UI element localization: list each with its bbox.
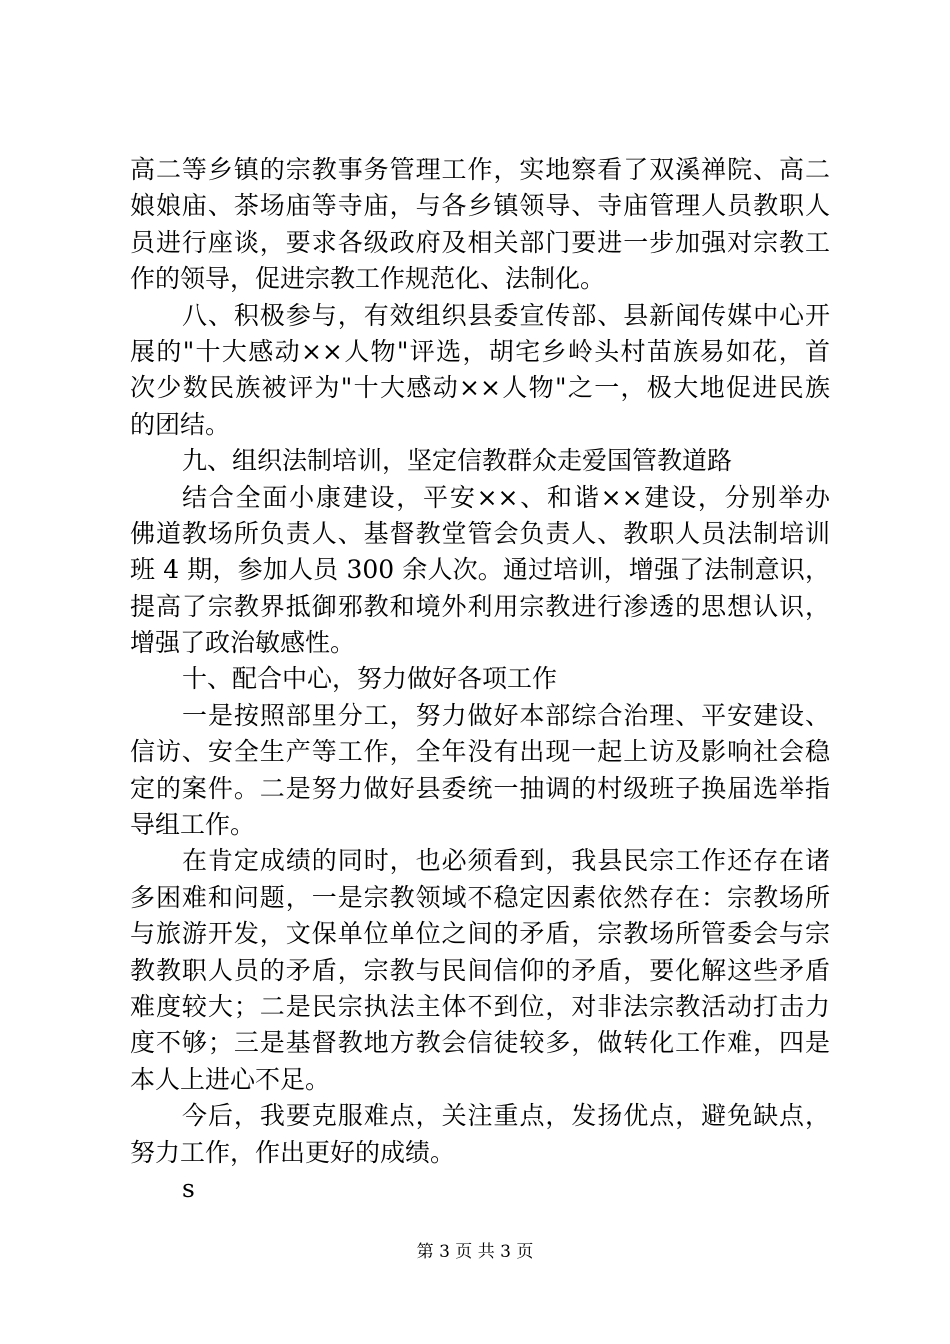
- text-line: 度不够；三是基督教地方教会信徒较多，做转化工作难，四是: [130, 1028, 830, 1058]
- text-line: 结合全面小康建设，平安××、和谐××建设，分别举办: [182, 482, 830, 512]
- text-line: 的团结。: [130, 409, 231, 439]
- text-line: 增强了政治敏感性。: [130, 628, 356, 658]
- text-line: 一是按照部里分工，努力做好本部综合治理、平安建设、: [182, 700, 830, 730]
- text-line: 难度较大；二是民宗执法主体不到位，对非法宗教活动打击力: [130, 991, 830, 1021]
- text-line: 九、组织法制培训，坚定信教群众走爱国管教道路: [182, 446, 733, 476]
- page-footer: 第 3 页 共 3 页: [416, 1242, 534, 1262]
- text-line: 展的"十大感动××人物"评选，胡宅乡岭头村苗族易如花，首: [130, 336, 830, 366]
- text-line: 在肯定成绩的同时，也必须看到，我县民宗工作还存在诸: [182, 846, 830, 876]
- text-line: 本人上进心不足。: [130, 1064, 331, 1094]
- text-line: 今后，我要克服难点，关注重点，发扬优点，避免缺点，: [182, 1101, 830, 1131]
- text-line: 信访、安全生产等工作，全年没有出现一起上访及影响社会稳: [130, 737, 830, 767]
- text-line: 导组工作。: [130, 810, 256, 840]
- text-line: 作的领导，促进宗教工作规范化、法制化。: [130, 264, 606, 294]
- text-line: 八、积极参与，有效组织县委宣传部、县新闻传媒中心开: [182, 300, 830, 330]
- document-body: [130, 152, 830, 1207]
- text-line: 教教职人员的矛盾，宗教与民间信仰的矛盾，要化解这些矛盾: [130, 955, 830, 985]
- text-line: 努力工作，作出更好的成绩。: [130, 1137, 456, 1167]
- text-line: 员进行座谈，要求各级政府及相关部门要进一步加强对宗教工: [130, 227, 830, 257]
- text-line: 娘娘庙、茶场庙等寺庙，与各乡镇领导、寺庙管理人员教职人: [130, 191, 830, 221]
- text-line: 定的案件。二是努力做好县委统一抽调的村级班子换届选举指: [130, 773, 830, 803]
- text-line: 十、配合中心，努力做好各项工作: [182, 664, 558, 694]
- text-line: 提高了宗教界抵御邪教和境外利用宗教进行渗透的思想认识，: [130, 591, 830, 621]
- text-line: 佛道教场所负责人、基督教堂管会负责人、教职人员法制培训: [130, 518, 830, 548]
- text-line: 多困难和问题，一是宗教领域不稳定因素依然存在：宗教场所: [130, 882, 830, 912]
- text-line: 次少数民族被评为"十大感动××人物"之一，极大地促进民族: [130, 373, 830, 403]
- text-line: 高二等乡镇的宗教事务管理工作，实地察看了双溪禅院、高二: [130, 155, 830, 184]
- text-line: 与旅游开发，文保单位单位之间的矛盾，宗教场所管委会与宗: [130, 919, 830, 949]
- text-line: s: [182, 1173, 195, 1203]
- text-line: 班 4 期，参加人员 300 余人次。通过培训，增强了法制意识，: [130, 555, 830, 585]
